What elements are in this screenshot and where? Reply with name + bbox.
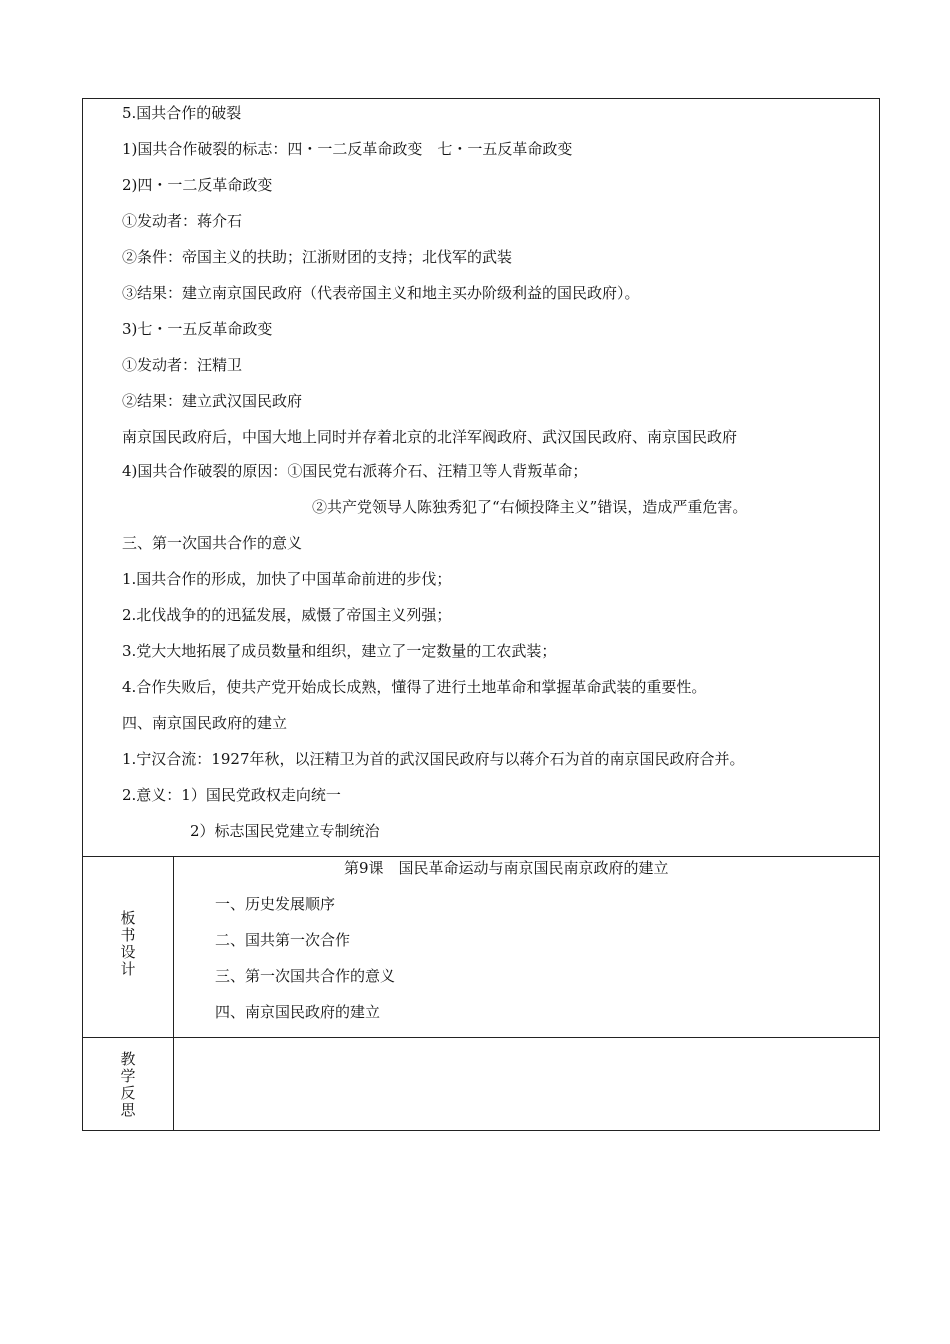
ninghan-merger: 1.宁汉合流：1927年秋，以汪精卫为首的武汉国民政府与以蒋介石为首的南京国民政府合并。	[122, 750, 745, 768]
significance-4: 4.合作失败后，使共产党开始成长成熟，懂得了进行土地革命和掌握革命武装的重要性。	[122, 678, 707, 696]
coup-412-conditions: ②条件：帝国主义的扶助；江浙财团的支持；北伐军的武装	[122, 248, 513, 266]
board-item-2: 二、国共第一次合作	[215, 931, 351, 949]
breakdown-reason-2: ②共产党领导人陈独秀犯了“右倾投降主义”错误，造成严重危害。	[312, 498, 748, 516]
significance-1: 1.国共合作的形成，加快了中国革命前进的步伐；	[122, 570, 452, 588]
coup-412-initiator: ①发动者：蒋介石	[122, 212, 243, 230]
coup-715-heading: 3)七・一五反革命政变	[122, 320, 273, 338]
breakdown-reason-1: 4)国共合作破裂的原因：①国民党右派蒋介石、汪精卫等人背叛革命；	[122, 462, 588, 480]
column-divider	[173, 856, 174, 1131]
significance-2: 2.北伐战争的的迅猛发展，威慑了帝国主义列强；	[122, 606, 452, 624]
row-divider-reflection	[83, 1037, 879, 1038]
breakdown-signs: 1)国共合作破裂的标志：四・一二反革命政变 七・一五反革命政变	[122, 140, 573, 158]
coup-412-heading: 2)四・一二反革命政变	[122, 176, 273, 194]
row-divider-board	[83, 856, 879, 857]
board-title: 第9课 国民革命运动与南京国民南京政府的建立	[344, 859, 669, 877]
coup-715-initiator: ①发动者：汪精卫	[122, 356, 243, 374]
coup-715-result: ②结果：建立武汉国民政府	[122, 392, 303, 410]
lesson-table	[82, 98, 880, 1131]
section-three-heading: 三、第一次国共合作的意义	[122, 534, 303, 552]
three-governments-note: 南京国民政府后，中国大地上同时并存着北京的北洋军阀政府、武汉国民政府、南京国民政府	[122, 428, 738, 446]
board-item-1: 一、历史发展顺序	[215, 895, 336, 913]
board-item-4: 四、南京国民政府的建立	[215, 1003, 381, 1021]
heading-cooperation-breakdown: 5.国共合作的破裂	[122, 104, 242, 122]
merger-meaning-1: 2.意义：1）国民党政权走向统一	[122, 786, 341, 804]
merger-meaning-2: 2）标志国民党建立专制统治	[190, 822, 380, 840]
teaching-reflection-label: 教 学 反 思	[120, 1050, 136, 1119]
board-item-3: 三、第一次国共合作的意义	[215, 967, 396, 985]
coup-412-result: ③结果：建立南京国民政府（代表帝国主义和地主买办阶级利益的国民政府）。	[122, 284, 640, 302]
section-four-heading: 四、南京国民政府的建立	[122, 714, 288, 732]
significance-3: 3.党大大地拓展了成员数量和组织，建立了一定数量的工农武装；	[122, 642, 557, 660]
board-design-label: 板 书 设 计	[120, 909, 136, 978]
